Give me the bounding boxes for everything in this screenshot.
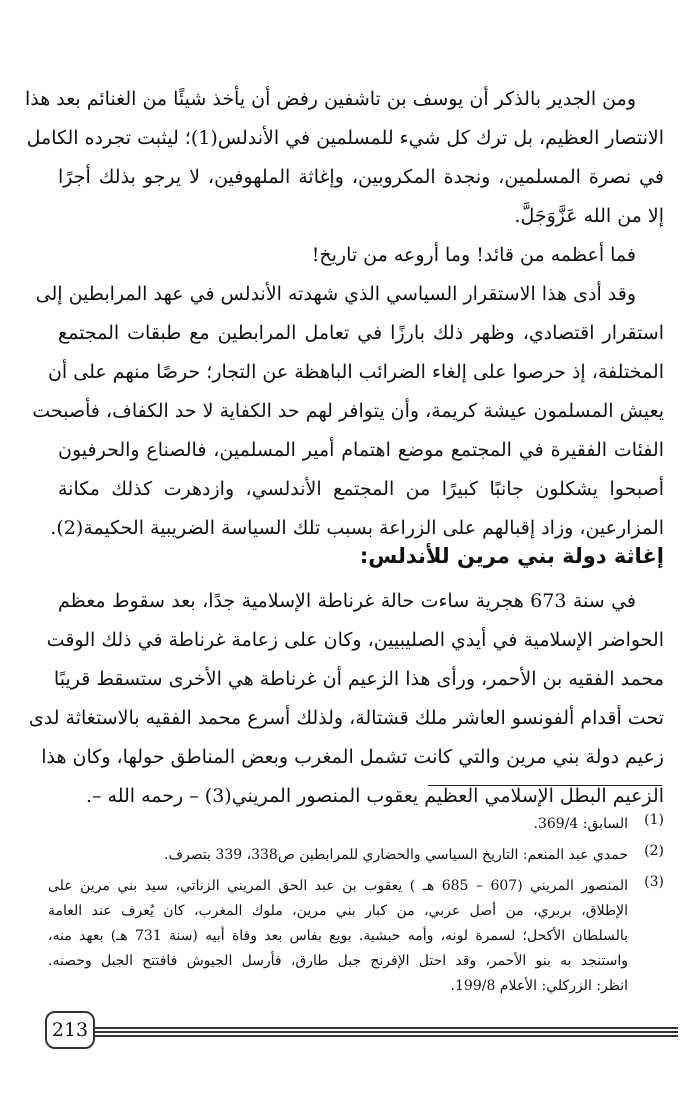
footnote-line: السابق: 369/4.	[533, 816, 628, 832]
body-line: زعيم دولة بني مرين والتي كانت تشمل المغرب وبعض المناطق حولها، وكان هذا	[41, 746, 664, 768]
footnote-2	[48, 843, 664, 868]
footnotes	[48, 812, 664, 999]
body-paragraphs	[24, 80, 664, 548]
footnote-number: (1)	[644, 812, 664, 828]
body-line: استقرار اقتصادي، وظهر ذلك بارزًا في تعامل المرابطين مع طبقات المجتمع	[58, 322, 664, 344]
body-line: محمد الفقيه بن الأحمر، ورأى هذا الزعيم أن غرناطة هي الأخرى ستسقط قريبًا	[53, 668, 664, 690]
body-line: المزارعين، وزاد إقبالهم على الزراعة بسبب تلك السياسة الضريبية الحكيمة(2).	[50, 517, 664, 539]
footnote-separator	[428, 785, 662, 786]
footnote-line: الإطلاق، بربري، من أصل عربي، من كبار بني مرين، ملوك المغرب، كان يُعرف عند العامة	[48, 903, 628, 919]
body-line: الحواضر الإسلامية في أيدي الصليبيين، وكان على زعامة غرناطة في ذلك الوقت	[46, 629, 664, 651]
body-line: يعيش المسلمون عيشة كريمة، وأن يتوافر لهم حد الكفاية لا حد الكفاف، فأصبحت	[32, 400, 664, 422]
body-line: فما أعظمه من قائد! وما أروعه من تاريخ!	[311, 244, 636, 266]
body-line: وقد أدى هذا الاستقرار السياسي الذي شهدته الأندلس في عهد المرابطين إلى	[35, 283, 636, 305]
body-line: أصبحوا يشكلون جانبًا كبيرًا من المجتمع الأندلسي، وازدهرت كذلك مكانة	[58, 478, 664, 500]
body-line: تحت أقدام ألفونسو العاشر ملك قشتالة، ولذلك أسرع محمد الفقيه بالاستغاثة لدى	[28, 707, 664, 729]
page-number: 213	[45, 1011, 95, 1049]
footnote-line: انظر: الزركلي: الأعلام 199/8.	[450, 978, 628, 994]
body-line: الانتصار العظيم، بل ترك كل شيء للمسلمين في الأندلس(1)؛ ليثبت تجرده الكامل	[26, 127, 664, 149]
footnote-3	[48, 874, 664, 999]
body-line: الفئات الفقيرة في المجتمع موضع اهتمام أمير المسلمين، فالصناع والحرفيون	[58, 439, 664, 461]
footnote-1	[48, 812, 664, 837]
body-line: في نصرة المسلمين، ونجدة المكروبين، وإغاثة الملهوفين، لا يرجو بذلك أجرًا	[58, 166, 664, 188]
footnote-number: (2)	[644, 843, 664, 859]
footer-rule	[90, 1027, 678, 1039]
footnote-line: حمدي عبد المنعم: التاريخ السياسي والحضاري للمرابطين ص338، 339 بتصرف.	[164, 847, 628, 863]
section-heading: إغاثة دولة بني مرين للأندلس:	[359, 544, 664, 568]
body-line: المختلفة، إذ حرصوا على إلغاء الضرائب الباهظة عن التجار؛ حرصًا منهم على أن	[47, 361, 664, 383]
section-paragraph	[28, 582, 664, 816]
body-line: الزعيم البطل الإسلامي العظيم يعقوب المنصور المريني(3) – رحمه الله –.	[85, 785, 664, 807]
footnote-line: المنصور المريني (607 – 685 هـ ) يعقوب بن عبد الحق المريني الزناتي، سيد بني مرين على	[48, 878, 628, 894]
footnote-line: بالسلطان الأكحل؛ لسمرة لونه، وأمه حبشية. بويع بفاس بعد وفاة أبيه (سنة 731 هـ) بعهد منه،	[48, 928, 629, 944]
body-line: في سنة 673 هجرية ساءت حالة غرناطة الإسلامية جدًا، بعد سقوط معظم	[58, 590, 636, 612]
body-line: ومن الجدير بالذكر أن يوسف بن تاشفين رفض أن يأخذ شيئًا من الغنائم بعد هذا	[24, 88, 636, 110]
footnote-line: واستنجد به بنو الأحمر، وقد احتل الإفرنج جبل طارق، فأرسل الجيوش فافتتح الجبل وحصنه.	[48, 953, 628, 969]
footnote-number: (3)	[644, 874, 664, 890]
body-line: إلا من الله عَزَّوَجَلَّ.	[514, 205, 664, 227]
